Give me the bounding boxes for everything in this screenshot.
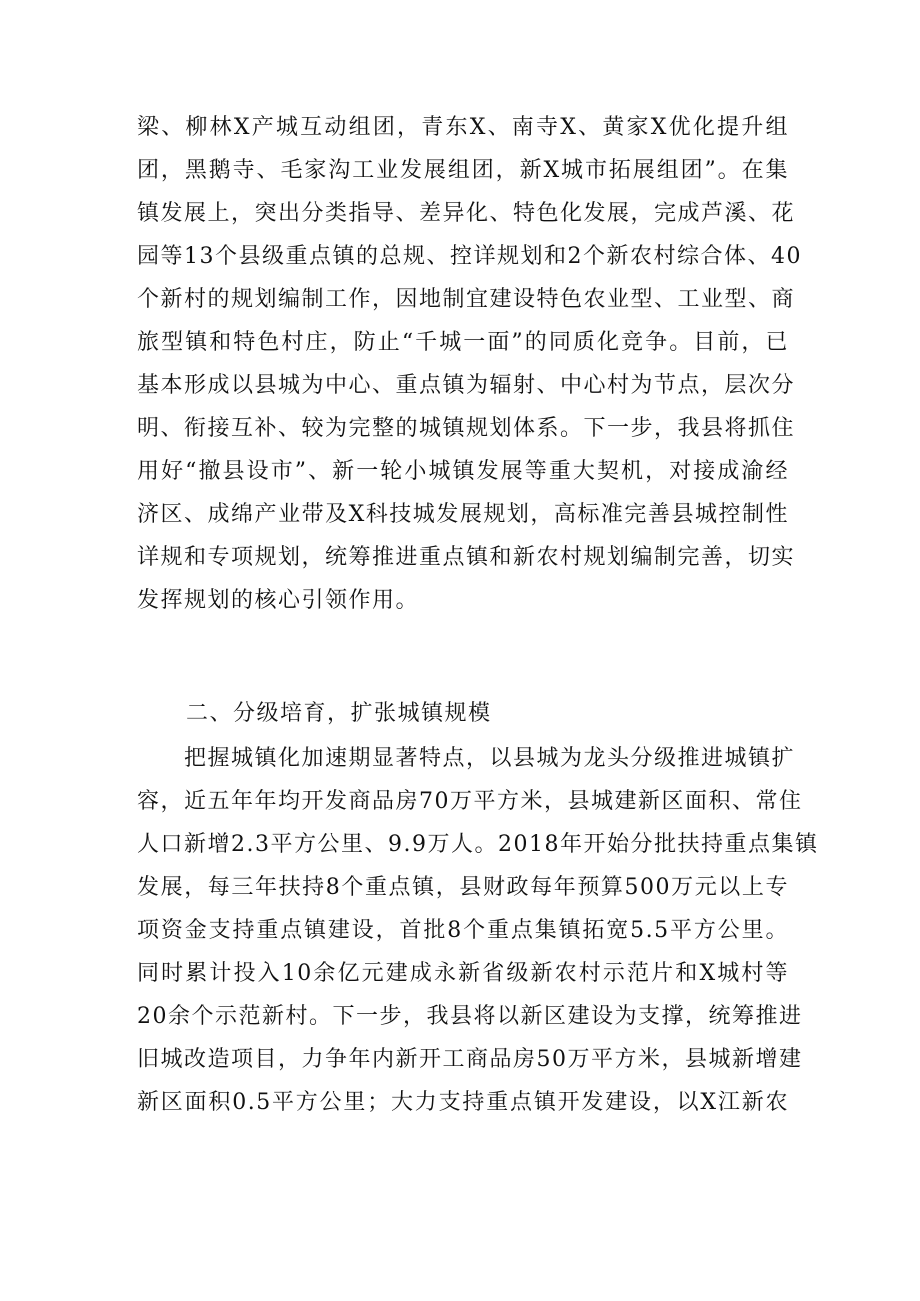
paragraph-line: 项资金支持重点镇建设，首批8个重点集镇拓宽5.5平方公里。 <box>137 918 789 943</box>
paragraph-line: 人口新增2.3平方公里、9.9万人。2018年开始分批扶持重点集镇 <box>137 832 819 857</box>
paragraph-line: 新区面积0.5平方公里；大力支持重点镇开发建设，以X江新农 <box>137 1090 789 1115</box>
paragraph-town-scale <box>137 737 819 1124</box>
paragraph-line: 把握城镇化加速期显著特点，以县城为龙头分级推进城镇扩 <box>137 746 796 771</box>
paragraph-line: 同时累计投入10余亿元建成永新省级新农村示范片和X城村等 <box>137 961 789 986</box>
paragraph-line: 镇发展上，突出分类指导、差异化、特色化发展，完成芦溪、花 <box>137 201 796 226</box>
paragraph-line: 基本形成以县城为中心、重点镇为辐射、中心村为节点，层次分 <box>137 373 796 398</box>
paragraph-line: 明、衔接互补、较为完整的城镇规划体系。下一步，我县将抓住 <box>137 416 796 441</box>
paragraph-line: 梁、柳林X产城互动组团，青东X、南寺X、黄家X优化提升组 <box>137 115 789 140</box>
paragraph-line: 旅型镇和特色村庄，防止“千城一面”的同质化竞争。目前，已 <box>137 330 789 355</box>
paragraph-line: 详规和专项规划，统筹推进重点镇和新农村规划编制完善，切实 <box>137 545 796 570</box>
paragraph-line: 用好“撤县设市”、新一轮小城镇发展等重大契机，对接成渝经 <box>137 459 789 484</box>
paragraph-line: 旧城改造项目，力争年内新开工商品房50万平方米，县城新增建 <box>137 1047 803 1072</box>
paragraph-line: 发展，每三年扶持8个重点镇，县财政每年预算500万元以上专 <box>137 875 789 900</box>
paragraph-line: 团，黑鹅寺、毛家沟工业发展组团，新X城市拓展组团”。在集 <box>137 158 789 183</box>
paragraph-line: 园等13个县级重点镇的总规、控详规划和2个新农村综合体、40 <box>137 244 802 269</box>
paragraph-line: 发挥规划的核心引领作用。 <box>137 588 420 613</box>
paragraph-line: 20余个示范新村。下一步，我县将以新区建设为支撑，统筹推进 <box>137 1004 803 1029</box>
paragraph-line: 容，近五年年均开发商品房70万平方米，县城建新区面积、常住 <box>137 789 803 814</box>
paragraph-urban-planning <box>137 106 802 622</box>
paragraph-line: 济区、成绵产业带及X科技城发展规划，高标准完善县城控制性 <box>137 502 789 527</box>
section-heading: 二、分级培育，扩张城镇规模 <box>186 701 492 726</box>
paragraph-line: 个新村的规划编制工作，因地制宜建设特色农业型、工业型、商 <box>137 287 796 312</box>
